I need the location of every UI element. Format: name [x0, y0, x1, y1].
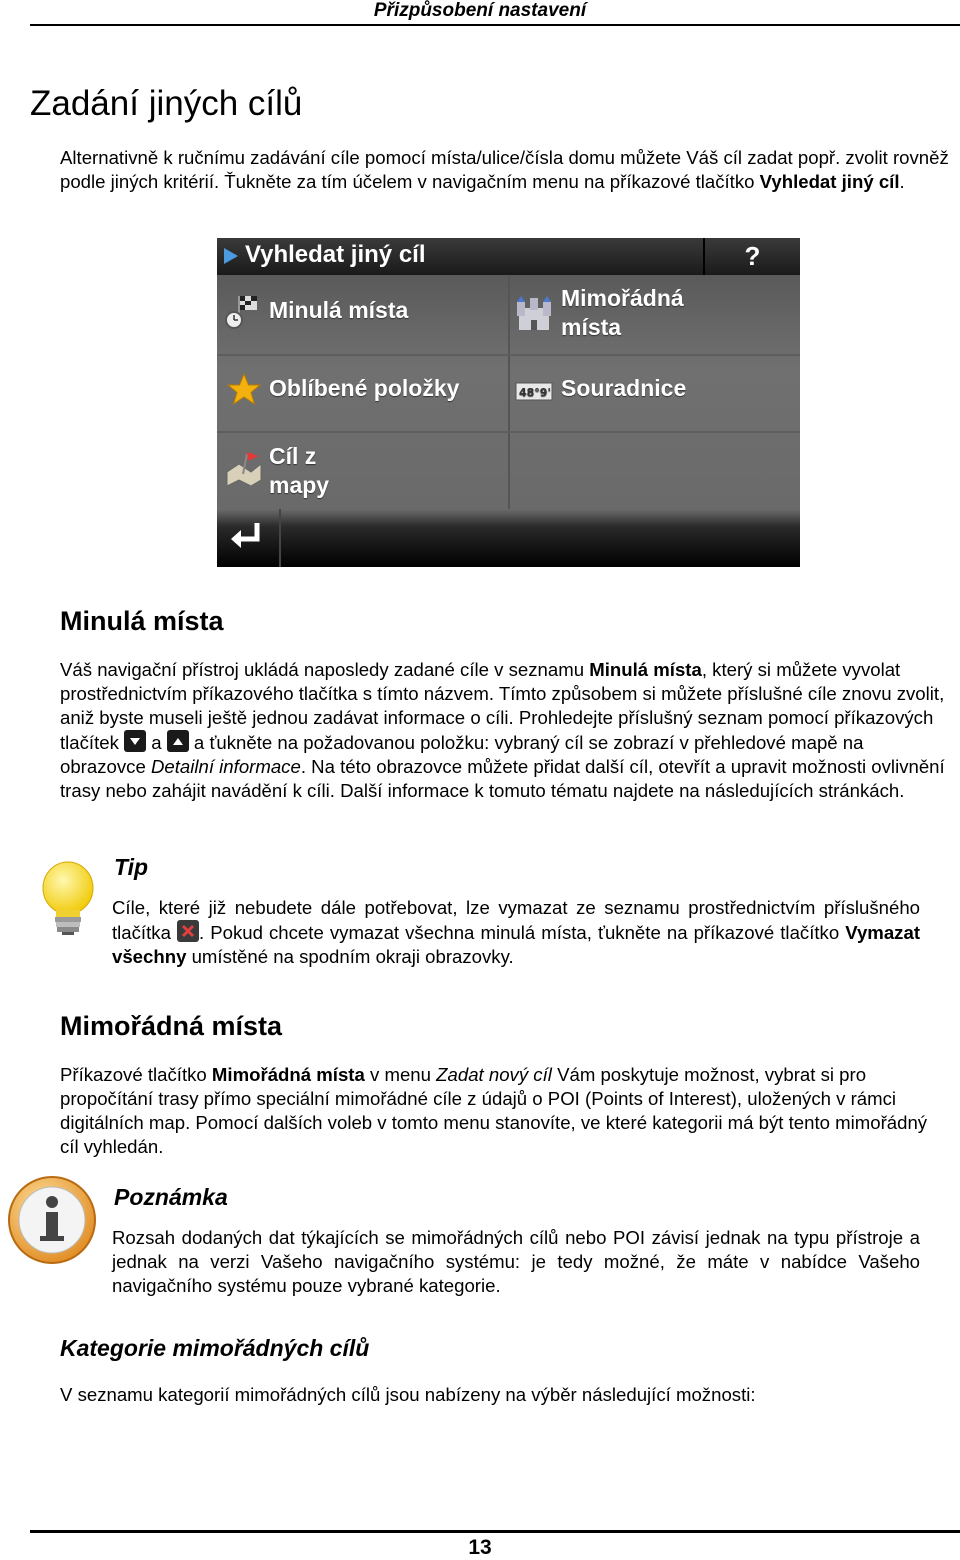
mimoradna-paragraph: Příkazové tlačítko Mimořádná místa v menu Zadat nový cíl Vám poskytuje možnost, vybrat si pro propočítání trasy přímo speciální mimořádné cíle z údajů o POI (Points of Interest), uložených v rámci digitálních map. Pomocí dalších voleb v tomto menu stanovíte, ve které kategorii má být tento mimořádný cíl vyhledán. — [60, 1064, 928, 1157]
page-title: Zadání jiných cílů — [30, 84, 303, 123]
running-header: Přizpůsobení nastavení — [373, 0, 587, 21]
back-button[interactable] — [217, 509, 281, 567]
help-button[interactable]: ? — [705, 238, 800, 275]
castle-icon — [515, 296, 553, 332]
tip-title: Tip — [114, 854, 149, 880]
svg-text:48°9': 48°9' — [519, 386, 551, 399]
menu-item-oblibene-polozky[interactable]: Oblíbené položky — [225, 372, 505, 412]
delete-button-icon — [177, 920, 199, 942]
section-heading-minula-mista: Minulá místa — [60, 606, 224, 636]
note-title: Poznámka — [114, 1184, 228, 1210]
section-heading-kategorie: Kategorie mimořádných cílů — [60, 1335, 370, 1361]
nav-title: Vyhledat jiný cíl — [245, 241, 426, 268]
footer-rule — [30, 1530, 960, 1533]
nav-bottom-bar — [217, 509, 800, 567]
minula-paragraph: Váš navigační přístroj ukládá naposledy zadané cíle v seznamu Minulá místa, který si můžete vyvolat prostřednictvím příkazového tlačítka s tímto názvem. Tímto způsobem si můžete příslušné cíle znovu zvolit, aniž byste museli ještě jednou zadávat informace o cíli. Prohledejte příslušný seznam pomocí příkazových tlačítek a a ťukněte na požadovanou položku: vybraný cíl se zobrazí v přehledové mapě na obrazovce Detailní informace. Na této obrazovce můžete přidat další cíl, otevřít a upravit možnosti ovlivnění trasy nebo zahájit navádění k cíli. Další informace k tomuto tématu najdete na následujících stránkách. — [60, 659, 945, 801]
section-heading-mimoradna-mista: Mimořádná místa — [60, 1011, 283, 1041]
flag-history-icon — [225, 294, 263, 330]
scroll-down-button-icon — [124, 730, 146, 752]
return-arrow-icon — [229, 521, 269, 555]
kategorie-paragraph: V seznamu kategorií mimořádných cílů jsou nabízeny na výběr následující možnosti: — [60, 1384, 756, 1405]
tip-paragraph: Cíle, které již nebudete dále potřebovat, lze vymazat ze seznamu prostřednictvím příslušného tlačítka . Pokud chcete vymazat všechna minulá místa, ťukněte na příkazové tlačítko Vymazat všechny umístěné na spodním okraji obrazovky. — [112, 897, 921, 967]
map-pin-icon — [225, 450, 263, 486]
navigation-screenshot — [217, 238, 800, 567]
menu-item-minula-mista[interactable]: Minulá místa — [225, 294, 505, 334]
scroll-up-button-icon — [167, 730, 189, 752]
coordinates-icon — [515, 382, 553, 402]
info-icon — [4, 1174, 100, 1266]
lightbulb-icon — [38, 860, 98, 936]
menu-item-cil-z-mapy[interactable]: Cíl z mapy — [225, 440, 505, 500]
star-icon — [225, 372, 263, 408]
intro-paragraph: Alternativně k ručnímu zadávání cíle pomocí místa/ulice/čísla domu můžete Váš cíl zadat popř. zvolit rovněž podle jiných kritérií. Ťukněte za tím účelem v navigačním menu na příkazové tlačítko Vyhledat jiný cíl. — [60, 147, 949, 192]
header-rule — [30, 24, 960, 26]
intro-bold: Vyhledat jiný cíl — [759, 171, 900, 192]
note-paragraph: Rozsah dodaných dat týkajících se mimořádných cílů nebo POI závisí jednak na typu přístroje a jednak na verzi Vašeho navigačního systému: je tedy možné, že máte v nabídce Vašeho navigačního systému pouze vybrané kategorie. — [112, 1227, 920, 1296]
play-arrow-icon — [223, 247, 239, 265]
menu-item-souradnice[interactable]: 48°9' Souradnice — [515, 372, 795, 412]
nav-title-bar — [217, 238, 703, 275]
page-number: 13 — [468, 1536, 492, 1559]
menu-item-mimoradna-mista[interactable]: Mimořádná místa — [515, 284, 795, 344]
